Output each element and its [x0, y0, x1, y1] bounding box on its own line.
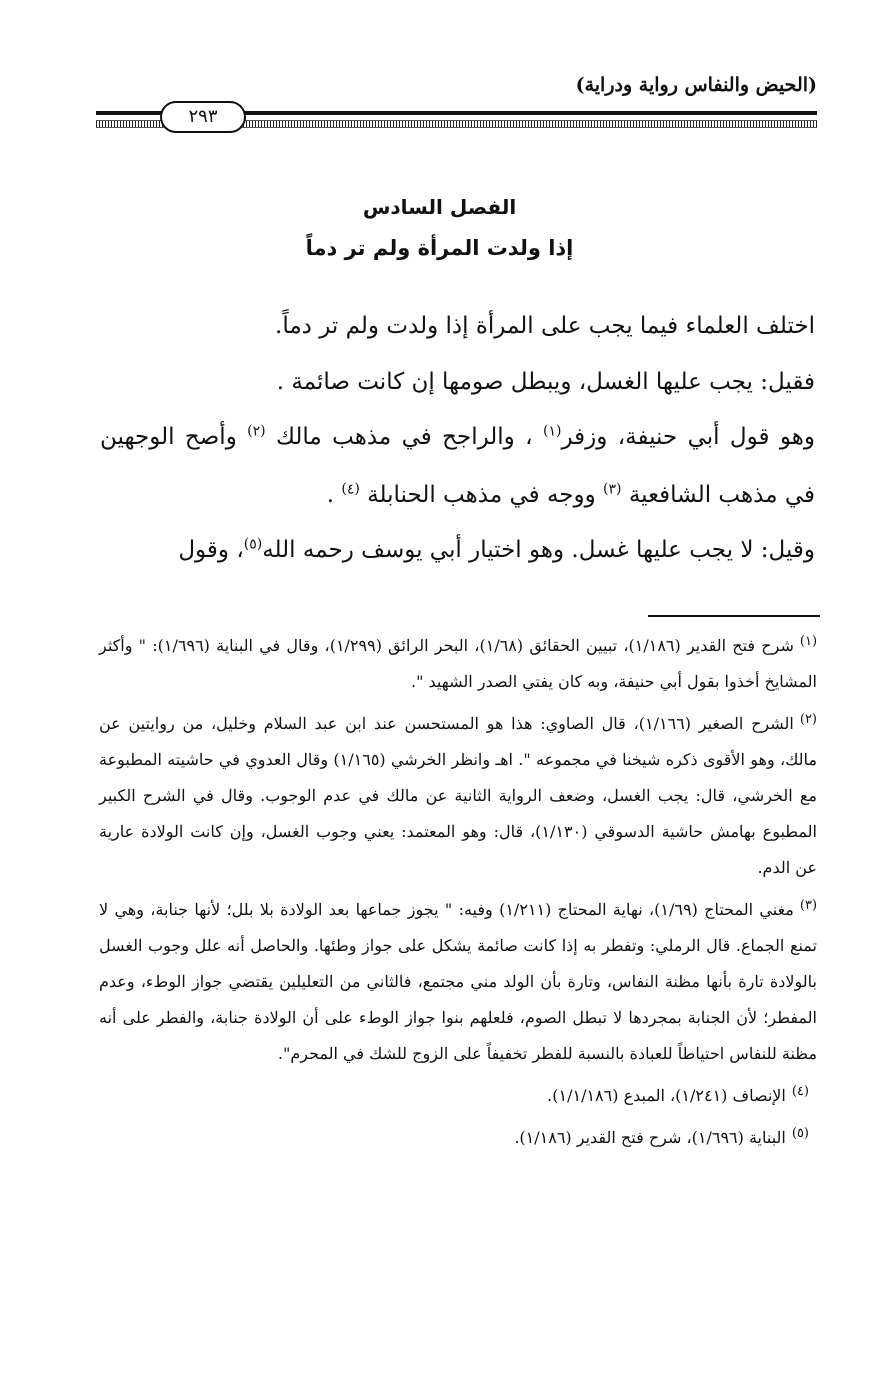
p3-segment-4: ووجه في مذهب الحنابلة [367, 482, 596, 508]
body-paragraph-1 [100, 298, 815, 354]
footnote-4: ٤الإنصاف (١/٢٤١)، المبدع (١/١/١٨٦). [547, 1083, 804, 1105]
body-paragraph-3 [100, 408, 815, 524]
p4-segment-2: ، وقول [178, 537, 244, 563]
body-paragraph-2 [100, 354, 815, 410]
chapter-subtitle: إذا ولدت المرأة ولم تر دماً [305, 236, 574, 260]
footnote-text: مغني المحتاج (١/٦٩)، نهاية المحتاج (١/٢١١) وفيه: " يجوز جماعها بعد الولادة بلا بلل؛ لأنها جنابة، وهي لا تمنع الجماع. قال الرملي: وتفطر به إذا كانت صائمة يشكل على جواز وطئها. والحاصل أنه علل وجوب الغسل بالولادة تارة بأنها مظنة النفاس، وتارة بأن الولد مني مجتمع، فالثاني من التعليلين يقتضي جواز الوطء، وعدم المفطر؛ لأن الجنابة بمجردها لا تبطل الصوم، فلعلهم بنوا جواز الوطء على أن الولادة جنابة، والفطر على أنه مظنة للنفاس احتياطاً للعبادة بالنسبة للفطر تخفيفاً على الزوج للشك في المحرم". [99, 900, 817, 1063]
body-paragraph-1-text: اختلف العلماء فيما يجب على المرأة إذا ولدت ولم تر دماً. [275, 313, 815, 339]
p3-segment-3: وأصح الوجهين في مذهب الشافعية [100, 424, 815, 508]
footnote-ref-3[interactable]: ( $^٣$ ) [603, 481, 621, 497]
p4-segment-1: وقيل: لا يجب عليها غسل. وهو اختيار أبي يوسف رحمه الله [262, 537, 815, 563]
footnote-text: شرح فتح القدير (١/١٨٦)، تبيين الحقائق (١/٦٨)، البحر الرائق (١/٢٩٩)، وقال في البناية (١/٦٩٦): " وأكثر المشايخ أخذوا بقول أبي حنيفة، وبه كان يفتي الصدر الشهيد ". [99, 636, 817, 691]
footnotes [99, 628, 817, 1162]
running-header: (الحيض والنفاس رواية ودراية) [575, 74, 817, 96]
body-paragraph-2-text: فقيل: يجب عليها الغسل، ويبطل صومها إن كانت صائمة . [276, 369, 815, 395]
footnote-ref-5[interactable]: ( $^٥$ ) [244, 536, 262, 552]
p3-segment-1: وهو قول أبي حنيفة، وزفر [561, 424, 815, 450]
p3-segment-2: ، والراجح في مذهب مالك [276, 424, 533, 450]
footnote-text: الشرح الصغير (١/١٦٦)، قال الصاوي: هذا هو المستحسن عند ابن عبد السلام وخليل، من روايتين عن مالك، وهو الأقوى ذكره شيخنا في مجموعه ". اهـ وانظر الخرشي (١/١٦٥) وقال العدوي في حاشيته المطبوعة مع الخرشي، قال: يجب الغسل، وضعف الرواية الثانية عن مالك في عدم الوجوب. وقال في الشرح الكبير المطبوع بهامش حاشية الدسوقي (١/١٣٠)، قال: وهو المعتمد: يعني وجوب الغسل، وإن كانت الولادة عارية عن الدم. [99, 714, 818, 877]
footnote-2: ٢الشرح الصغير (١/١٦٦)، قال الصاوي: هذا هو المستحسن عند ابن عبد السلام وخليل، من روايتين عن مالك، وهو الأقوى ذكره شيخنا في مجموعه ". اهـ وانظر الخرشي (١/١٦٥) وقال العدوي في حاشيته المطبوعة مع الخرشي، قال: يجب الغسل، وضعف الرواية الثانية عن مالك في عدم الوجوب. وقال في الشرح الكبير المطبوع بهامش حاشية الدسوقي (١/١٣٠)، قال: وهو المعتمد: يعني وجوب الغسل، وإن كانت الولادة عارية عن الدم. [99, 711, 818, 877]
footnote-text: الإنصاف (١/٢٤١)، المبدع (١/١/١٨٦). [547, 1086, 786, 1105]
page-number: ٢٩٣ [160, 101, 246, 133]
footnote-ref-4[interactable]: ( $^٤$ ) [341, 481, 359, 497]
footnote-5: ٥البناية (١/٦٩٦)، شرح فتح القدير (١/١٨٦). [514, 1125, 804, 1147]
footnote-text: البناية (١/٦٩٦)، شرح فتح القدير (١/١٨٦). [514, 1128, 786, 1147]
chapter-title: الفصل السادس [362, 195, 517, 219]
footnote-ref-1[interactable]: ( $^١$ ) [543, 423, 561, 439]
footnote-separator [648, 615, 820, 617]
footnote-3: ٣مغني المحتاج (١/٦٩)، نهاية المحتاج (١/٢١١) وفيه: " يجوز جماعها بعد الولادة بلا بلل؛ لأنها جنابة، وهي لا تمنع الجماع. قال الرملي: وتفطر به إذا كانت صائمة يشكل على جواز وطئها. والحاصل أنه علل وجوب الغسل بالولادة تارة بأنها مظنة النفاس، وتارة بأن الولد مني مجتمع، فالثاني من التعليلين يقتضي جواز الوطء، وعدم المفطر؛ لأن الجنابة بمجردها لا تبطل الصوم، فلعلهم بنوا جواز الوطء على أن الولادة جنابة، والفطر على أنه مظنة للنفاس احتياطاً للعبادة بالنسبة للفطر تخفيفاً على الزوج للشك في المحرم". [99, 897, 817, 1063]
footnote-1: ١شرح فتح القدير (١/١٨٦)، تبيين الحقائق (١/٦٨)، البحر الرائق (١/٢٩٩)، وقال في البناية (١/٦٩٦): " وأكثر المشايخ أخذوا بقول أبي حنيفة، وبه كان يفتي الصدر الشهيد ". [99, 633, 817, 691]
body-paragraph-4 [100, 522, 815, 578]
p3-segment-5: . [326, 482, 335, 508]
footnote-ref-2[interactable]: ( $^٢$ ) [247, 423, 265, 439]
